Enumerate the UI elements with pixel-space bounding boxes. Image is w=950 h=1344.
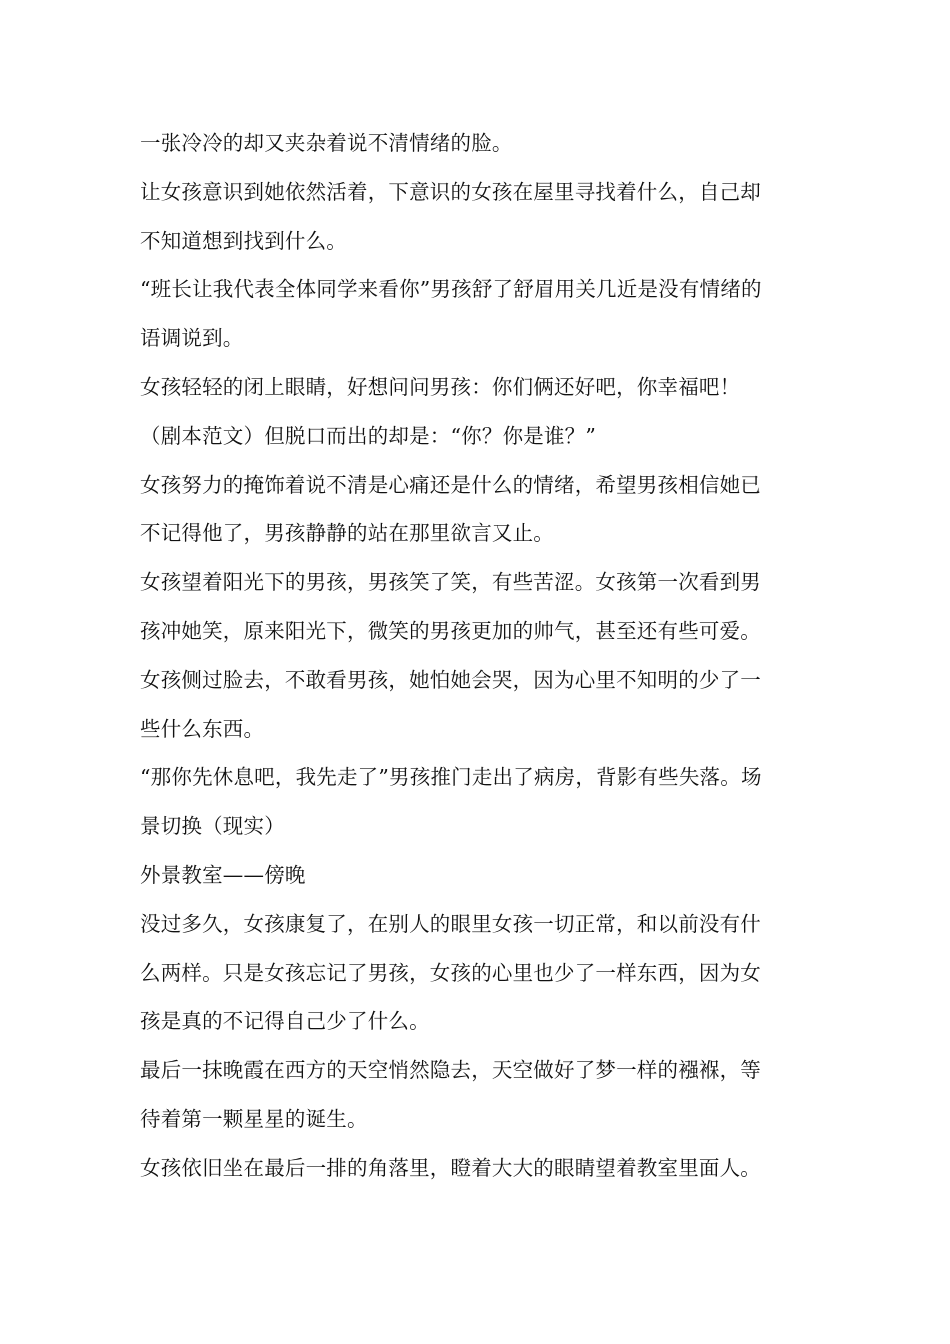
text-line: 最后一抹晚霞在西方的天空悄然隐去，天空做好了梦一样的襁褓，等	[140, 1058, 761, 1083]
text-line: 女孩努力的掩饰着说不清是心痛还是什么的情绪，希望男孩相信她已	[140, 472, 761, 497]
text-line: （剧本范文）但脱口而出的却是：“你？你是谁？”	[140, 423, 597, 448]
text-line: 外景教室——傍晚	[140, 862, 306, 887]
paragraph	[140, 265, 815, 363]
text-line: 没过多久，女孩康复了，在别人的眼里女孩一切正常，和以前没有什	[140, 911, 761, 936]
text-line: 女孩依旧坐在最后一排的角落里，瞪着大大的眼睛望着教室里面人。	[140, 1155, 761, 1180]
text-line: “那你先休息吧，我先走了”男孩推门走出了病房，背影有些失落。场	[140, 765, 762, 790]
paragraph	[140, 168, 815, 266]
text-line: 不知道想到找到什么。	[140, 228, 347, 253]
text-line: 女孩轻轻的闭上眼睛，好想问问男孩：你们俩还好吧，你幸福吧！	[140, 374, 741, 399]
paragraph	[140, 656, 815, 754]
paragraph	[140, 363, 815, 412]
text-line: 不记得他了，男孩静静的站在那里欲言又止。	[140, 521, 554, 546]
text-line: “班长让我代表全体同学来看你”男孩舒了舒眉用关几近是没有情绪的	[140, 277, 762, 302]
text-line: 孩冲她笑，原来阳光下，微笑的男孩更加的帅气，甚至还有些可爱。	[140, 618, 761, 643]
text-line: 么两样。只是女孩忘记了男孩，女孩的心里也少了一样东西，因为女	[140, 960, 761, 985]
text-line: 女孩望着阳光下的男孩，男孩笑了笑，有些苦涩。女孩第一次看到男	[140, 570, 761, 595]
text-line: 让女孩意识到她依然活着，下意识的女孩在屋里寻找着什么，自己却	[140, 179, 761, 204]
paragraph	[140, 461, 815, 559]
paragraph	[140, 1046, 815, 1144]
paragraph	[140, 1144, 815, 1193]
document-body	[140, 119, 815, 1193]
paragraph	[140, 558, 815, 656]
text-line: 女孩侧过脸去，不敢看男孩，她怕她会哭，因为心里不知明的少了一	[140, 667, 761, 692]
text-line: 些什么东西。	[140, 716, 265, 741]
paragraph	[140, 753, 815, 851]
text-line: 景切换（现实）	[140, 814, 285, 839]
paragraph	[140, 900, 815, 1046]
text-line: 孩是真的不记得自己少了什么。	[140, 1009, 430, 1034]
paragraph	[140, 851, 815, 900]
text-line: 一张冷冷的却又夹杂着说不清情绪的脸。	[140, 131, 513, 155]
text-line: 待着第一颗星星的诞生。	[140, 1106, 368, 1131]
text-line: 语调说到。	[140, 326, 244, 351]
paragraph	[140, 119, 815, 168]
paragraph	[140, 412, 815, 461]
